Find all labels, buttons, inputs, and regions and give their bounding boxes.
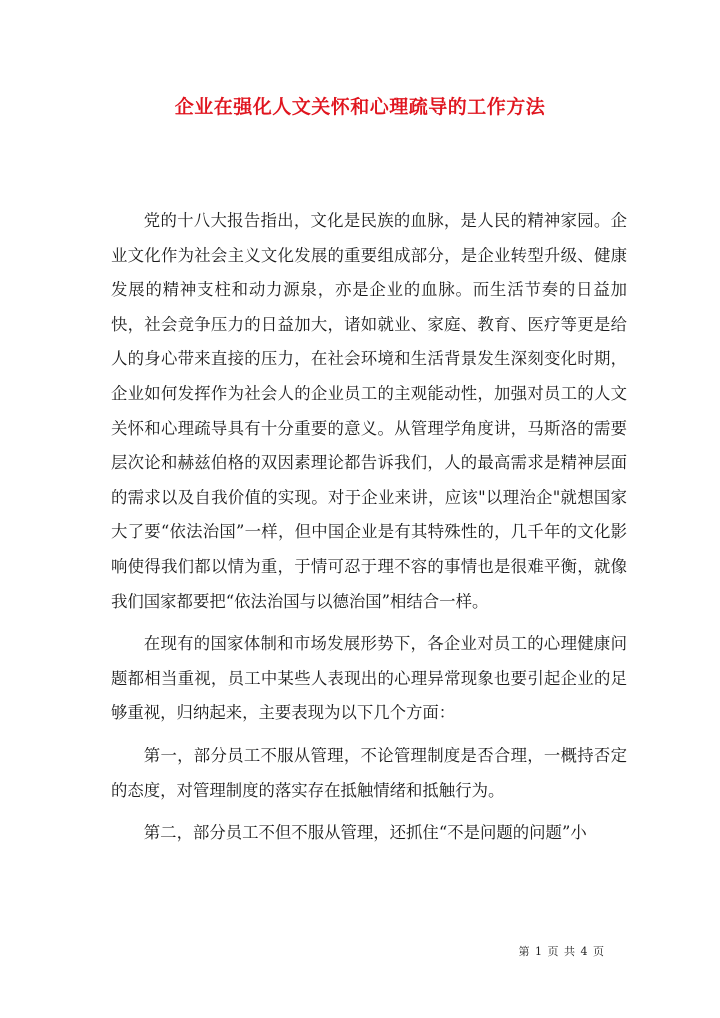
paragraph-4: 第二，部分员工不但不服从管理，还抓住“不是问题的问题”小 — [143, 823, 587, 843]
document-body — [111, 204, 627, 851]
paragraph-3: 第一，部分员工不服从管理，不论管理制度是否合理，一概持否定的态度，对管理制度的落实存在抵触情绪和抵触行为。 — [111, 745, 627, 800]
document-title: 企业在强化人文关怀和心理疏导的工作方法 — [174, 96, 546, 118]
paragraph-2: 在现有的国家体制和市场发展形势下，各企业对员工的心理健康问题都相当重视，员工中某些人表现出的心理异常现象也要引起企业的足够重视，归纳起来，主要表现为以下几个方面： — [111, 634, 627, 723]
page-number-footer: 第 1 页 共 4 页 — [518, 945, 605, 958]
paragraph-1: 党的十八大报告指出，文化是民族的血脉，是人民的精神家园。企业文化作为社会主义文化发展的重要组成部分，是企业转型升级、健康发展的精神支柱和动力源泉，亦是企业的血脉。而生活节奏的日益加快，社会竞争压力的日益加大，诸如就业、家庭、教育、医疗等更是给人的身心带来直接的压力，在社会环境和生活背景发生深刻变化时期，企业如何发挥作为社会人的企业员工的主观能动性，加强对员工的人文关怀和心理疏导具有十分重要的意义。从管理学角度讲，马斯洛的需要层次论和赫兹伯格的双因素理论都告诉我们，人的最高需求是精神层面的需求以及自我价值的实现。对于企业来讲，应该"以理治企"就想国家大了要“依法治国”一样，但中国企业是有其特殊性的，几千年的文化影响使得我们都以情为重，于情可忍于理不容的事情也是很难平衡，就像我们国家都要把“依法治国与以德治国”相结合一样。 — [111, 211, 627, 611]
